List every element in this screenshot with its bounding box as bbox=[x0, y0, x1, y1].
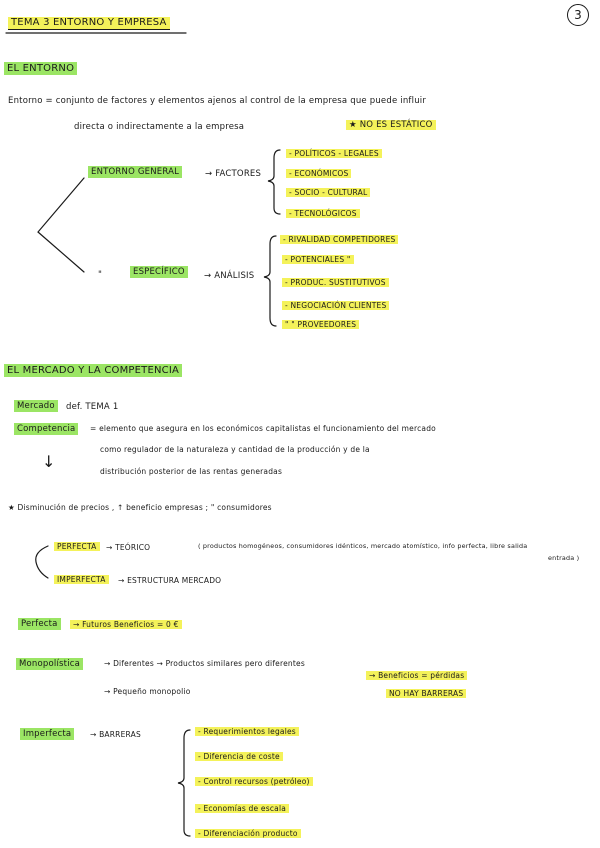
factor-item: - POLÍTICOS - LEGALES bbox=[286, 150, 382, 158]
competencia-def-line-1: = elemento que asegura en los económicos capitalistas el funcionamiento del mercado bbox=[90, 424, 436, 433]
arrow-teorico: → TEÓRICO bbox=[106, 543, 151, 552]
barrier-item: - Diferenciación producto bbox=[195, 830, 301, 838]
competition-summary: ★ Disminución de precios , ↑ beneficio empresas ; " consumidores bbox=[8, 503, 272, 512]
ditto-mark: " bbox=[98, 270, 103, 280]
definition-line-2: directa o indirectamente a la empresa bbox=[74, 122, 245, 132]
general-environment-label: ENTORNO GENERAL bbox=[88, 168, 182, 177]
monopolistica-side-2: NO HAY BARRERAS bbox=[386, 690, 466, 698]
monopolistica-line-1: → Diferentes → Productos similares pero diferentes bbox=[104, 659, 305, 668]
analysis-item: - RIVALIDAD COMPETIDORES bbox=[280, 236, 398, 244]
mercado-ref: def. TEMA 1 bbox=[66, 402, 119, 412]
entorno-bracket bbox=[38, 178, 84, 272]
specific-environment-label: ESPECÍFICO bbox=[130, 268, 188, 277]
barrier-item: - Control recursos (petróleo) bbox=[195, 778, 313, 786]
factor-item: - SOCIO - CULTURAL bbox=[286, 189, 370, 197]
analysis-item: " " PROVEEDORES bbox=[282, 321, 359, 329]
analysis-item: - NEGOCIACIÓN CLIENTES bbox=[282, 302, 389, 310]
page-number: 3 bbox=[567, 4, 589, 26]
imperfecta-label: IMPERFECTA bbox=[54, 576, 109, 584]
arrow-analisis: → ANÁLISIS bbox=[204, 271, 255, 281]
teorico-note-2: entrada ) bbox=[548, 554, 580, 562]
static-note: ★ NO ES ESTÁTICO bbox=[346, 121, 436, 130]
factor-item: - ECONÓMICOS bbox=[286, 170, 351, 178]
analisis-brace bbox=[264, 236, 276, 326]
barreras-brace bbox=[178, 730, 190, 836]
analysis-item: - PRODUC. SUSTITUTIVOS bbox=[282, 279, 389, 287]
barreras-label: → BARRERAS bbox=[90, 730, 141, 739]
barrier-item: - Economías de escala bbox=[195, 805, 289, 813]
mercado-label: Mercado bbox=[14, 402, 58, 411]
definition-line-1: Entorno = conjunto de factores y elementos ajenos al control de la empresa que puede influir bbox=[8, 96, 427, 106]
perfecta-heading: Perfecta bbox=[18, 620, 61, 629]
competencia-label: Competencia bbox=[14, 425, 78, 434]
barrier-item: - Diferencia de coste bbox=[195, 753, 283, 761]
monopolistica-heading: Monopolística bbox=[16, 660, 83, 669]
section-heading-mercado: EL MERCADO Y LA COMPETENCIA bbox=[4, 366, 182, 376]
perfecta-line: → Futuros Beneficios = 0 € bbox=[70, 621, 182, 629]
page-title-text: TEMA 3 ENTORNO Y EMPRESA bbox=[8, 17, 170, 30]
perfecta-label: PERFECTA bbox=[54, 543, 100, 551]
arrow-estructura: → ESTRUCTURA MERCADO bbox=[118, 576, 222, 585]
section-heading-entorno: EL ENTORNO bbox=[4, 64, 77, 74]
factores-brace bbox=[268, 150, 280, 214]
barrier-item: - Requerimientos legales bbox=[195, 728, 299, 736]
competencia-bracket bbox=[36, 546, 48, 578]
analysis-item: - POTENCIALES " bbox=[282, 256, 354, 264]
competencia-def-line-2: como regulador de la naturaleza y cantidad de la producción y de la bbox=[100, 445, 370, 454]
down-arrow: ↓ bbox=[42, 452, 56, 471]
monopolistica-side-1: → Beneficios = pérdidas bbox=[366, 672, 467, 680]
teorico-note: ( productos homogéneos, consumidores idénticos, mercado atomístico, info perfecta, libre salida bbox=[198, 542, 528, 550]
imperfecta-heading: Imperfecta bbox=[20, 730, 74, 739]
arrow-factores: → FACTORES bbox=[205, 169, 262, 179]
monopolistica-line-2: → Pequeño monopolio bbox=[104, 687, 191, 696]
competencia-def-line-3: distribución posterior de las rentas generadas bbox=[100, 467, 283, 476]
factor-item: - TECNOLÓGICOS bbox=[286, 210, 360, 218]
